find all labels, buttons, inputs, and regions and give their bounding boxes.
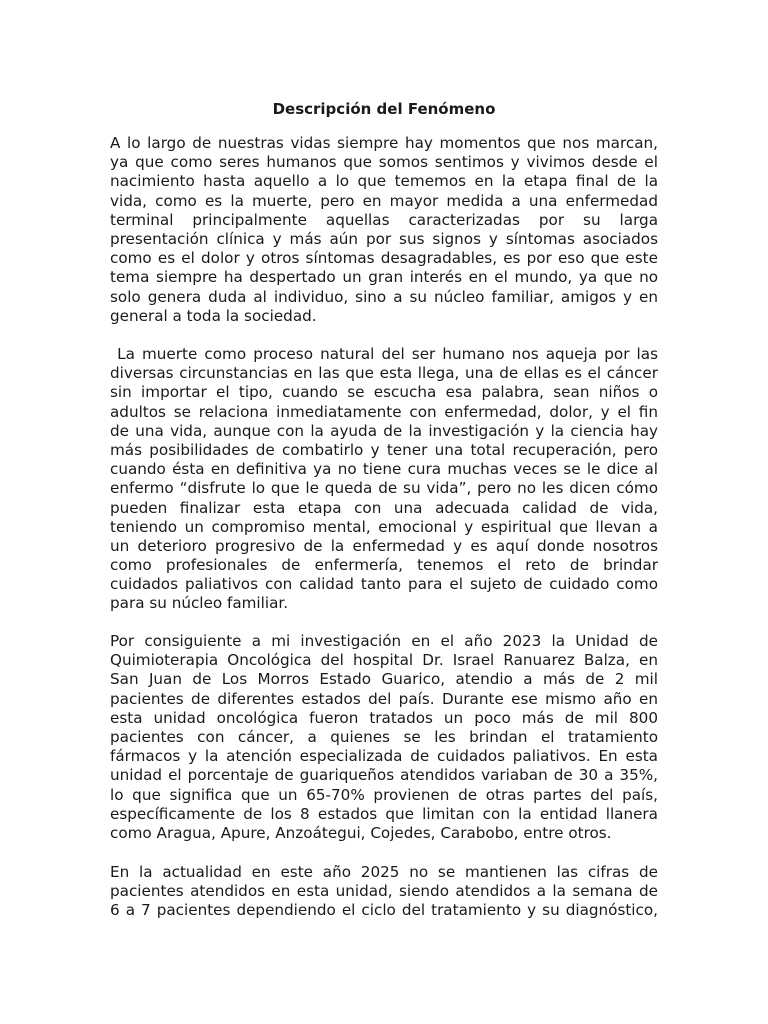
- text-line: como profesionales de enfermería, tenemos el reto de brindar: [110, 556, 658, 575]
- text-line: específicamente de los 8 estados que limitan con la entidad llanera: [110, 804, 658, 823]
- text-line: pueden finalizar esta etapa con una adecuada calidad de vida,: [110, 498, 658, 517]
- paragraph-3: [110, 632, 658, 843]
- text-line: unidad el porcentaje de guariqueños atendidos variaban de 30 a 35%,: [110, 766, 658, 785]
- paragraph-4: [110, 863, 658, 921]
- text-line: 6 a 7 pacientes dependiendo el ciclo del tratamiento y su diagnóstico,: [110, 901, 658, 920]
- text-line: para su núcleo familiar.: [110, 594, 289, 613]
- text-line: En la actualidad en este año 2025 no se mantienen las cifras de: [110, 863, 658, 881]
- text-line: teniendo un compromiso mental, emocional y espiritual que llevan a: [110, 517, 658, 536]
- text-line: lo que significa que un 65-70% provienen de otras partes del país,: [110, 785, 658, 804]
- text-line: tema siempre ha despertado un gran interés en el mundo, ya que no: [110, 268, 658, 287]
- text-line: general a toda la sociedad.: [110, 306, 317, 325]
- text-line: diversas circunstancias en las que esta llega, una de ellas es el cáncer: [110, 364, 658, 383]
- text-line: esta unidad oncológica fueron tratados un poco más de mil 800: [110, 708, 658, 727]
- text-line: ya que como seres humanos que somos sentimos y vivimos desde el: [110, 153, 658, 172]
- text-line: sin importar el tipo, cuando se escucha esa palabra, sean niños o: [110, 383, 658, 402]
- text-line: fármacos y la atención especializada de cuidados paliativos. En esta: [110, 747, 658, 766]
- text-line: vida, como es la muerte, pero en mayor medida a una enfermedad: [110, 191, 658, 210]
- text-line: Quimioterapia Oncológica del hospital Dr. Israel Ranuarez Balza, en: [110, 651, 658, 670]
- text-line: La muerte como proceso natural del ser humano nos aqueja por las: [110, 345, 658, 363]
- text-line: más posibilidades de combatirlo y tener una total recuperación, pero: [110, 440, 658, 459]
- text-line: nacimiento hasta aquello a lo que tememos en la etapa final de la: [110, 172, 658, 191]
- paragraph-2: [110, 345, 658, 614]
- text-line: San Juan de Los Morros Estado Guarico, atendio a más de 2 mil: [110, 670, 658, 689]
- text-line: pacientes con cáncer, a quienes se les brindan el tratamiento: [110, 727, 658, 746]
- text-line: presentación clínica y más aún por sus signos y síntomas asociados: [110, 229, 658, 248]
- document-title: Descripción del Fenómeno: [272, 100, 496, 118]
- text-line: Por consiguiente a mi investigación en el año 2023 la Unidad de: [110, 632, 658, 650]
- text-line: solo genera duda al individuo, sino a su núcleo familiar, amigos y en: [110, 287, 658, 306]
- text-line: adultos se relaciona inmediatamente con enfermedad, dolor, y el fin: [110, 402, 658, 421]
- text-line: terminal principalmente aquellas caracterizadas por su larga: [110, 210, 658, 229]
- text-line: pacientes atendidos en esta unidad, siendo atendidos a la semana de: [110, 882, 658, 901]
- text-line: de una vida, aunque con la ayuda de la investigación y la ciencia hay: [110, 421, 658, 440]
- text-line: A lo largo de nuestras vidas siempre hay momentos que nos marcan,: [110, 134, 658, 152]
- text-line: un deterioro progresivo de la enfermedad y es aquí donde nosotros: [110, 536, 658, 555]
- paragraph-1: [110, 134, 658, 326]
- text-line: como Aragua, Apure, Anzoátegui, Cojedes, Carabobo, entre otros.: [110, 823, 612, 842]
- text-line: como es el dolor y otros síntomas desagradables, es por eso que este: [110, 249, 658, 268]
- text-line: cuidados paliativos con calidad tanto para el sujeto de cuidado como: [110, 575, 658, 594]
- text-line: pacientes de diferentes estados del país. Durante ese mismo año en: [110, 689, 658, 708]
- text-line: cuando ésta en definitiva ya no tiene cura muchas veces se le dice al: [110, 460, 658, 479]
- text-line: enfermo “disfrute lo que le queda de su vida”, pero no les dicen cómo: [110, 479, 658, 498]
